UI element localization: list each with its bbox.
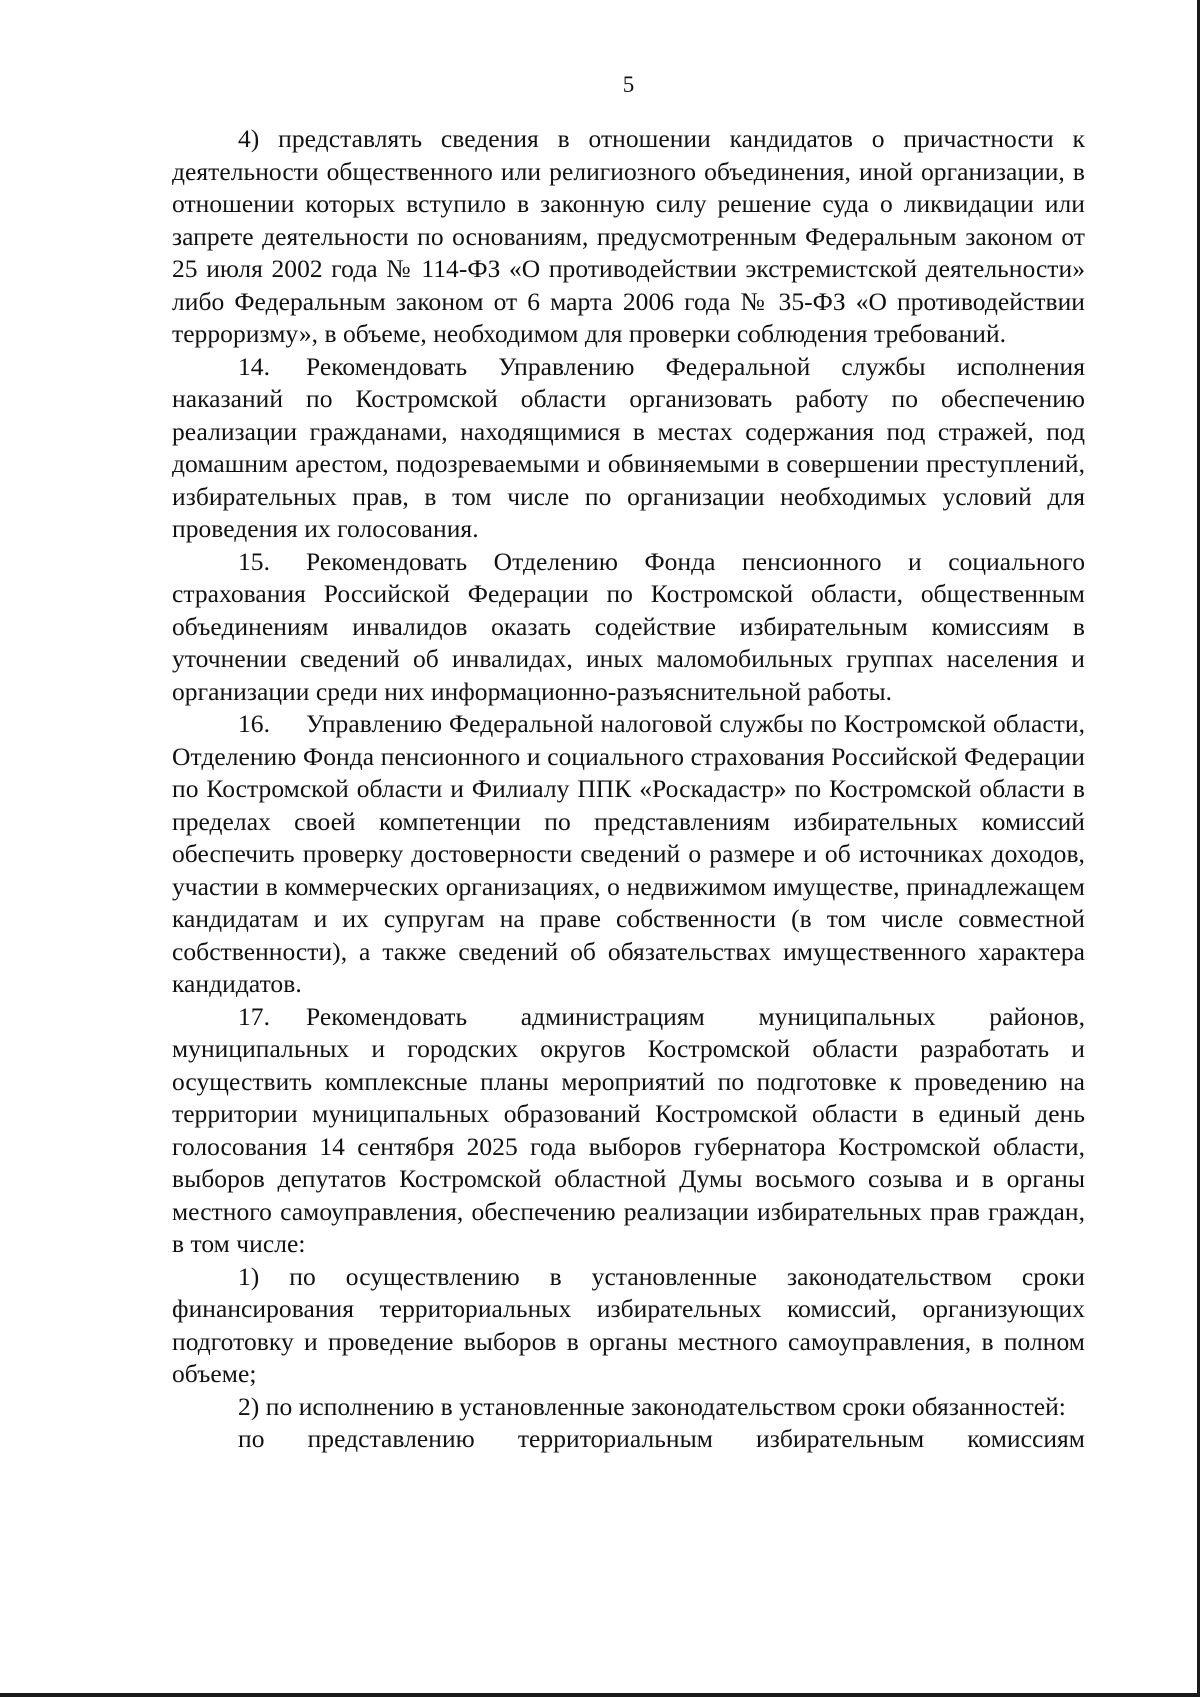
paragraph-14 xyxy=(172,351,1085,546)
page-number: 5 xyxy=(622,72,635,97)
paragraph-15 xyxy=(172,546,1085,709)
paragraph-number: 17. xyxy=(238,1001,271,1031)
paragraph-text: 2) по исполнению в установленные законодательством сроки обязанностей: xyxy=(238,1391,1066,1421)
paragraph-17-item-2-subitem xyxy=(172,1423,1085,1456)
paragraph-text: Рекомендовать Отделению Фонда пенсионного и социального страхования Российской Федерации по Костромской области, общественным объединениям инвалидов оказать содействие избирательным комиссиям в уточнении сведений об инвалидах, иных маломобильных группах населения и организации среди них информационно-разъяснительной работы. xyxy=(172,546,1085,706)
paragraph-number: 15. xyxy=(238,546,271,576)
paragraph-text: 4) представлять сведения в отношении кандидатов о причастности к деятельности общественного или религиозного объединения, иной организации, в отношении которых вступило в законную силу решение суда о ликвидации или запрете деятельности по основаниям, предусмотренным Федеральным законом от 25 июля 2002 года № 114-ФЗ «О противодействии экстремистской деятельности» либо Федеральным законом от 6 марта 2006 года № 35-ФЗ «О противодействии терроризму», в объеме, необходимом для проверки соблюдения требований. xyxy=(172,124,1085,348)
paragraph-number: 14. xyxy=(238,351,271,381)
scan-edge-bottom xyxy=(0,1693,1200,1697)
paragraph-text: Управлению Федеральной налоговой службы по Костромской области, Отделению Фонда пенсионного и социального страхования Российской Федерации по Костромской области и Филиалу ППК «Роскадастр» по Костромской области в пределах своей компетенции по представлениям избирательных комиссий обеспечить проверку достоверности сведений о размере и об источниках доходов, участии в коммерческих организациях, о недвижимом имуществе, принадлежащем кандидатам и их супругам на праве собственности (в том числе совместной собственности), а также сведений об обязательствах имущественного характера кандидатов. xyxy=(172,709,1085,998)
paragraph-text: Рекомендовать Управлению Федеральной службы исполнения наказаний по Костромской области организовать работу по обеспечению реализации гражданами, находящимися в местах содержания под стражей, под домашним арестом, подозреваемыми и обвиняемыми в совершении преступлений, избирательных прав, в том числе по организации необходимых условий для проведения их голосования. xyxy=(172,351,1085,543)
paragraph-17 xyxy=(172,1001,1085,1261)
paragraph-17-item-1 xyxy=(172,1261,1085,1391)
paragraph-17-item-2 xyxy=(172,1391,1085,1424)
paragraph-text: по представлению территориальным избирательным комиссиям xyxy=(238,1424,1085,1453)
paragraph-text: Рекомендовать администрациям муниципальных районов, муниципальных и городских округов Костромской области разработать и осуществить комплексные планы мероприятий по подготовке к проведению на территории муниципальных образований Костромской области в единый день голосования 14 сентября 2025 года выборов губернатора Костромской области, выборов депутатов Костромской областной Думы восьмого созыва и в органы местного самоуправления, обеспечению реализации избирательных прав граждан, в том числе: xyxy=(172,1001,1085,1258)
document-page xyxy=(172,70,1085,1456)
paragraph-text: 1) по осуществлению в установленные законодательством сроки финансирования территориальных избирательных комиссий, организующих подготовку и проведение выборов в органы местного самоуправления, в полном объеме; xyxy=(172,1261,1085,1388)
paragraph-number: 16. xyxy=(238,709,271,738)
paragraph-16 xyxy=(172,708,1085,1001)
paragraph-13-item-4 xyxy=(172,123,1085,351)
